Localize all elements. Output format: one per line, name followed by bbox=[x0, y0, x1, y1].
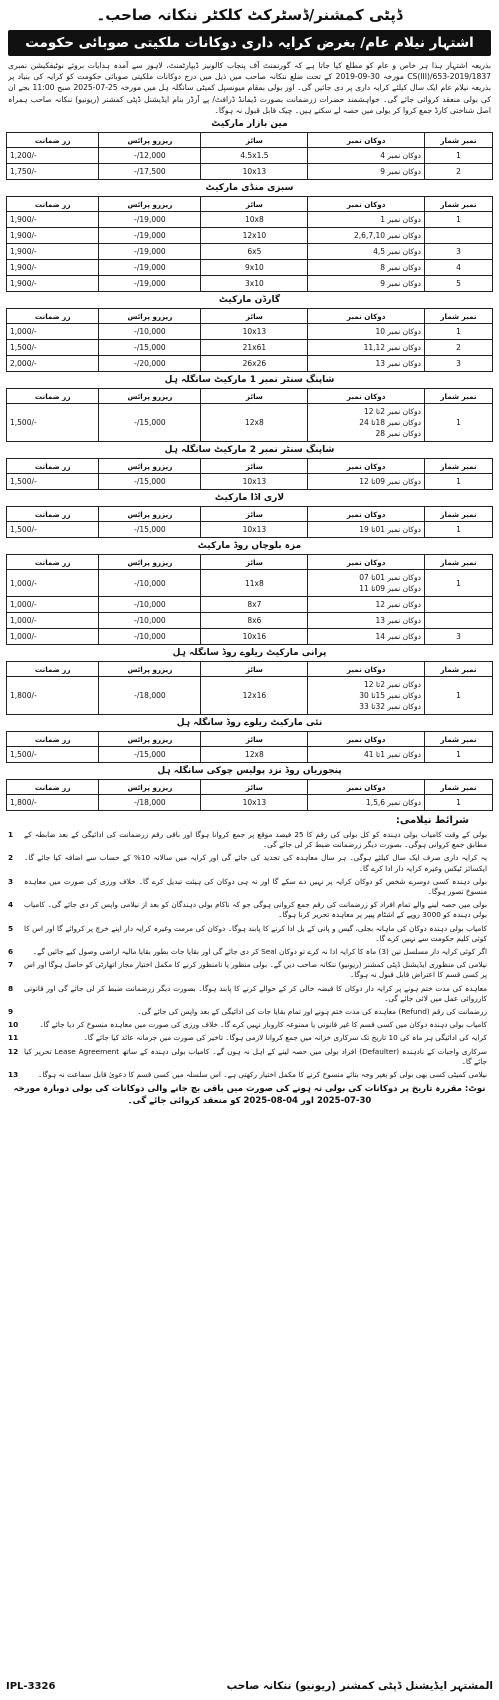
market-table bbox=[6, 388, 493, 442]
cell-shop-no: دوکان نمبر 9 bbox=[308, 164, 425, 180]
header-serial: نمبر شمار bbox=[424, 780, 492, 795]
term-text: نیلامی کمیٹی کسی بھی بولی کو بغیر وجہ بتائے منسوخ کرنے کا مکمل اختیار رکھتی ہے۔ اس سلسلہ میں کسی قسم کا دعویٰ قابل سماعت نہ ہوگا۔ bbox=[38, 1070, 487, 1080]
header-shop-no: دوکان نمبر bbox=[308, 732, 425, 747]
header-reserve-price: ریزرو پرائس bbox=[99, 780, 201, 795]
market-title: سبزی منڈی مارکیٹ bbox=[205, 183, 294, 193]
cell-size: 11x8 bbox=[201, 570, 308, 597]
cell-size: 12x8 bbox=[201, 404, 308, 442]
cell-shop-no: دوکان نمبر 1تا 41 bbox=[308, 747, 425, 763]
header-reserve-price: ریزرو پرائس bbox=[99, 389, 201, 404]
table-row bbox=[7, 677, 493, 715]
cell-shop-no: دوکان نمبر 01تا 19 bbox=[308, 522, 425, 538]
header-reserve-price: ریزرو پرائس bbox=[99, 197, 201, 212]
term-item bbox=[8, 900, 491, 920]
cell-serial: 2 bbox=[424, 340, 492, 356]
cell-security: 1,500/- bbox=[7, 404, 99, 442]
header-reserve-price: ریزرو پرائس bbox=[99, 459, 201, 474]
term-number: 9 bbox=[8, 1007, 14, 1017]
cell-shop-no: دوکان نمبر 14 bbox=[308, 629, 425, 645]
cell-size: 8x7 bbox=[201, 597, 308, 613]
cell-serial: 1 bbox=[424, 795, 492, 811]
market-title: گارڈن مارکیٹ bbox=[218, 295, 281, 305]
table-row bbox=[7, 474, 493, 490]
shop-number-line: دوکان نمبر 32تا 33 bbox=[359, 702, 421, 711]
table-row bbox=[7, 340, 493, 356]
term-number: 5 bbox=[8, 923, 14, 933]
term-number: 4 bbox=[8, 900, 14, 910]
term-number: 3 bbox=[8, 876, 14, 886]
header-serial: نمبر شمار bbox=[424, 662, 492, 677]
cell-security: 1,000/- bbox=[7, 613, 99, 629]
header-security: زر ضمانت bbox=[7, 309, 99, 324]
term-text: زرضمانت کی رقم (Refund) معاہدہ کی مدت ختم ہونے اور تمام بقایا جات کی ادائیگی کے بعد واپس کی جائے گی۔ bbox=[137, 1007, 487, 1017]
cell-security: 1,800/- bbox=[7, 795, 99, 811]
header-size: سائز bbox=[201, 133, 308, 148]
cell-reserve-price: 20,000/- bbox=[99, 356, 201, 372]
cell-security: 1,900/- bbox=[7, 276, 99, 292]
table-row bbox=[7, 276, 493, 292]
cell-reserve-price: 10,000/- bbox=[99, 613, 201, 629]
header-serial: نمبر شمار bbox=[424, 507, 492, 522]
table-row bbox=[7, 260, 493, 276]
header-reserve-price: ریزرو پرائس bbox=[99, 309, 201, 324]
header-security: زر ضمانت bbox=[7, 389, 99, 404]
table-row bbox=[7, 164, 493, 180]
cell-reserve-price: 12,000/- bbox=[99, 148, 201, 164]
market-title: مین بازار مارکیٹ bbox=[211, 119, 288, 129]
cell-shop-no: دوکان نمبر 09تا 12 bbox=[308, 474, 425, 490]
cell-serial bbox=[424, 228, 492, 244]
header-reserve-price: ریزرو پرائس bbox=[99, 662, 201, 677]
shop-number-line: دوکان نمبر 15تا 30 bbox=[359, 691, 421, 700]
term-item bbox=[8, 947, 491, 957]
cell-size: 10x13 bbox=[201, 795, 308, 811]
cell-security: 1,000/- bbox=[7, 629, 99, 645]
header-size: سائز bbox=[201, 389, 308, 404]
shop-number-line: دوکان نمبر 09تا 11 bbox=[359, 584, 421, 593]
cell-reserve-price: 10,000/- bbox=[99, 629, 201, 645]
table-row bbox=[7, 747, 493, 763]
header-serial: نمبر شمار bbox=[424, 309, 492, 324]
cell-security: 1,900/- bbox=[7, 244, 99, 260]
cell-reserve-price: 15,000/- bbox=[99, 340, 201, 356]
cell-security: 1,750/- bbox=[7, 164, 99, 180]
cell-size: 12x10 bbox=[201, 228, 308, 244]
header-shop-no: دوکان نمبر bbox=[308, 133, 425, 148]
market-title: شاپنگ سنٹر نمبر 1 مارکیٹ سانگلہ ہل bbox=[164, 375, 335, 385]
cell-serial: 1 bbox=[424, 522, 492, 538]
term-text: بولی کے وقت کامیاب بولی دہندہ کو کل بولی کی رقم کا 25 فیصد موقع پر جمع کروانا ہوگا اور باقی رقم زرضمانت کی ادائیگی کے بعد ضابطہ کے مطابق جمع کروانی ہوگی۔ بصورت دیگر زرضمانت ضبط کر لی جائے گی۔ bbox=[24, 830, 487, 850]
header-shop-no: دوکان نمبر bbox=[308, 197, 425, 212]
cell-reserve-price: 19,000/- bbox=[99, 244, 201, 260]
cell-security: 1,500/- bbox=[7, 474, 99, 490]
term-item bbox=[8, 1033, 491, 1043]
cell-reserve-price: 19,000/- bbox=[99, 212, 201, 228]
term-item bbox=[8, 1070, 491, 1080]
footer-note: نوٹ: مقررہ تاریخ پر دوکانات کی بولی نہ ہونے کی صورت میں باقی بچ جانے والی دوکانات کی بولی دوبارہ مورخہ 30-07-2025 اور 04-08-2025 کو منعقد کروائی جائے گی۔ bbox=[13, 1084, 486, 1107]
auction-title-banner: اشتہار نیلام عام/ بغرض کرایہ داری دوکانات ملکیتی صوبائی حکومت bbox=[8, 30, 491, 56]
cell-size: 10x13 bbox=[201, 522, 308, 538]
cell-security: 1,000/- bbox=[7, 597, 99, 613]
cell-serial: 1 bbox=[424, 212, 492, 228]
cell-reserve-price: 15,000/- bbox=[99, 522, 201, 538]
cell-size: 3x10 bbox=[201, 276, 308, 292]
cell-shop-no: دوکان نمبر 2,6,7,10 bbox=[308, 228, 425, 244]
table-row bbox=[7, 795, 493, 811]
cell-size: 12x8 bbox=[201, 747, 308, 763]
shop-number-line: دوکان نمبر 2تا 12 bbox=[363, 680, 421, 689]
term-item bbox=[8, 924, 491, 944]
term-text: بولی دہندہ کسی دوسرے شخص کو دوکان کرایہ پر نہیں دے سکے گا اور نہ ہی دوکان کی ہیئت تبدیل کرے گا۔ خلاف ورزی کی صورت میں معاہدہ منسوخ تصور ہوگا۔ bbox=[24, 876, 487, 897]
cell-size: 10x13 bbox=[201, 474, 308, 490]
market-title: لاری اڈا مارکیٹ bbox=[214, 493, 285, 503]
term-text: کرایہ کی ادائیگی ہر ماہ کی 10 تاریخ تک سرکاری خزانہ میں جمع کروانا لازمی ہوگا۔ تاخیر کی صورت میں جرمانہ عائد کیا جائے گا۔ bbox=[83, 1033, 487, 1043]
market-title: پنجوریاں روڈ نزد پولیس چوکی سانگلہ ہل bbox=[157, 766, 342, 776]
cell-shop-no: دوکان نمبر 9 bbox=[308, 276, 425, 292]
cell-reserve-price: 10,000/- bbox=[99, 324, 201, 340]
cell-security: 1,000/- bbox=[7, 324, 99, 340]
cell-security: 1,900/- bbox=[7, 212, 99, 228]
term-number: 2 bbox=[8, 853, 14, 863]
term-item bbox=[8, 830, 491, 850]
header-security: زر ضمانت bbox=[7, 555, 99, 570]
cell-security: 1,200/- bbox=[7, 148, 99, 164]
term-number: 6 bbox=[8, 947, 14, 957]
market-title: مزہ بلوچاں روڈ مارکیٹ bbox=[197, 541, 302, 551]
cell-shop-no: دوکان نمبر 4,5 bbox=[308, 244, 425, 260]
cell-size: 21x61 bbox=[201, 340, 308, 356]
term-item bbox=[8, 1047, 491, 1067]
cell-security: 2,000/- bbox=[7, 356, 99, 372]
term-text: کامیاب بولی دہندہ دوکان کی ماہانہ بجلی، گیس و پانی کے بل ادا کرنے کا پابند ہوگا۔ دوکان کی مرمت وغیرہ کرایہ دار اپنے خرچ پر کروائے گا اور اس کا کوئی کلیم حکومت سے نہیں کرے گا۔ bbox=[24, 923, 487, 943]
term-item bbox=[8, 853, 491, 873]
term-text: معاہدہ کی مدت ختم ہونے پر کرایہ دار دوکان کا قبضہ خالی کر کے حوالے کرنے کا پابند ہوگا۔ بصورت دیگر زرضمانت ضبط کر لی جائے گی اور قانونی کارروائی عمل میں لائی جائے گی۔ bbox=[24, 983, 487, 1003]
term-number: 13 bbox=[8, 1070, 19, 1080]
signer: المشتہر ایڈیشنل ڈپٹی کمشنر (ریونیو) ننکانہ صاحب bbox=[226, 1680, 493, 1692]
cell-serial: 3 bbox=[424, 629, 492, 645]
cell-size: 26x26 bbox=[201, 356, 308, 372]
market-table bbox=[6, 132, 493, 180]
shop-number-line: دوکان نمبر 18تا 24 bbox=[359, 418, 421, 427]
market-table bbox=[6, 554, 493, 645]
term-number: 8 bbox=[8, 983, 14, 993]
cell-reserve-price: 19,000/- bbox=[99, 260, 201, 276]
market-title: شاپنگ سنٹر نمبر 2 مارکیٹ سانگلہ ہل bbox=[164, 445, 335, 455]
cell-serial: 1 bbox=[424, 747, 492, 763]
cell-serial: 1 bbox=[424, 570, 492, 597]
cell-shop-no bbox=[308, 570, 425, 597]
cell-serial: 1 bbox=[424, 404, 492, 442]
header-security: زر ضمانت bbox=[7, 197, 99, 212]
table-row bbox=[7, 629, 493, 645]
cell-shop-no: دوکان نمبر 11,12 bbox=[308, 340, 425, 356]
cell-serial bbox=[424, 613, 492, 629]
header-size: سائز bbox=[201, 197, 308, 212]
cell-serial: 5 bbox=[424, 276, 492, 292]
header-serial: نمبر شمار bbox=[424, 459, 492, 474]
market-table bbox=[6, 661, 493, 715]
cell-shop-no: دوکان نمبر 1 bbox=[308, 212, 425, 228]
cell-reserve-price: 15,000/- bbox=[99, 404, 201, 442]
header-shop-no: دوکان نمبر bbox=[308, 555, 425, 570]
header-serial: نمبر شمار bbox=[424, 732, 492, 747]
cell-shop-no: دوکان نمبر 12 bbox=[308, 597, 425, 613]
table-row bbox=[7, 228, 493, 244]
header-size: سائز bbox=[201, 780, 308, 795]
term-text: اگر کوئی کرایہ دار مسلسل تین (3) ماہ کا کرایہ ادا نہ کرے تو دوکان Seal کر دی جائے گی اور بقایا جات بطور بقایا مالیہ اراضی وصول کیے جائیں گے۔ bbox=[32, 947, 487, 957]
term-number: 7 bbox=[8, 960, 14, 970]
cell-shop-no bbox=[308, 677, 425, 715]
market-table bbox=[6, 779, 493, 811]
header-serial: نمبر شمار bbox=[424, 197, 492, 212]
markets-section bbox=[6, 118, 493, 811]
cell-reserve-price: 19,000/- bbox=[99, 276, 201, 292]
table-row bbox=[7, 244, 493, 260]
term-item bbox=[8, 1020, 491, 1030]
header-security: زر ضمانت bbox=[7, 732, 99, 747]
cell-size: 10x13 bbox=[201, 164, 308, 180]
header-shop-no: دوکان نمبر bbox=[308, 309, 425, 324]
header-shop-no: دوکان نمبر bbox=[308, 459, 425, 474]
header-security: زر ضمانت bbox=[7, 780, 99, 795]
term-text: نیلامی کی منظوری ایڈیشنل ڈپٹی کمشنر (ریونیو) ننکانہ صاحب دیں گے۔ بولی منظور یا نامنظور کرنے کا مکمل اختیار مجاز اتھارٹی کو حاصل ہوگا اور اس پر کسی قسم کا اعتراض قابل قبول نہ ہوگا۔ bbox=[24, 960, 487, 980]
cell-shop-no: دوکان نمبر 1,5,6 bbox=[308, 795, 425, 811]
cell-shop-no: دوکان نمبر 10 bbox=[308, 324, 425, 340]
term-item bbox=[8, 1007, 491, 1017]
header-serial: نمبر شمار bbox=[424, 389, 492, 404]
market-table bbox=[6, 506, 493, 538]
market-table bbox=[6, 308, 493, 372]
header-security: زر ضمانت bbox=[7, 133, 99, 148]
cell-security: 1,500/- bbox=[7, 522, 99, 538]
shop-number-line: دوکان نمبر 28 bbox=[375, 429, 421, 438]
market-title: پرانی مارکیٹ ریلوے روڈ سانگلہ ہل bbox=[172, 648, 327, 658]
cell-serial: 1 bbox=[424, 474, 492, 490]
header-reserve-price: ریزرو پرائس bbox=[99, 133, 201, 148]
cell-shop-no: دوکان نمبر 4 bbox=[308, 148, 425, 164]
cell-serial: 2 bbox=[424, 164, 492, 180]
cell-reserve-price: 15,000/- bbox=[99, 747, 201, 763]
term-item bbox=[8, 877, 491, 897]
cell-serial: 1 bbox=[424, 148, 492, 164]
table-row bbox=[7, 324, 493, 340]
term-text: یہ کرایہ داری صرف ایک سال کیلئے ہوگی۔ ہر سال معاہدہ کی تجدید کی جائے گی اور کرایہ میں سالانہ 10% کے حساب سے اضافہ کیا جائے گا۔ ایکسائز ٹیکس وغیرہ کرایہ دار ادا کرے گا۔ bbox=[24, 853, 487, 873]
term-text: بولی میں حصہ لینے والے تمام افراد کو زرضمانت کی رقم جمع کروانی ہوگی جو کہ ناکام بولی دہندگان کو بعد از نیلامی واپس کر دی جائے گی۔ کامیاب بولی دہندہ کو 3000 روپے کے اشٹام پیپر پر معاہدہ تحریر کرنا ہوگا۔ bbox=[24, 900, 487, 920]
cell-security: 1,000/- bbox=[7, 570, 99, 597]
cell-shop-no: دوکان نمبر 13 bbox=[308, 356, 425, 372]
term-item bbox=[8, 960, 491, 980]
cell-size: 9x10 bbox=[201, 260, 308, 276]
cell-serial: 3 bbox=[424, 244, 492, 260]
header-security: زر ضمانت bbox=[7, 662, 99, 677]
header-shop-no: دوکان نمبر bbox=[308, 389, 425, 404]
cell-reserve-price: 18,000/- bbox=[99, 795, 201, 811]
header-serial: نمبر شمار bbox=[424, 133, 492, 148]
cell-shop-no: دوکان نمبر 13 bbox=[308, 613, 425, 629]
table-row bbox=[7, 404, 493, 442]
header-reserve-price: ریزرو پرائس bbox=[99, 555, 201, 570]
shop-number-line: دوکان نمبر 2تا 12 bbox=[363, 407, 421, 416]
table-row bbox=[7, 613, 493, 629]
cell-security: 1,500/- bbox=[7, 340, 99, 356]
table-row bbox=[7, 522, 493, 538]
market-table bbox=[6, 458, 493, 490]
cell-security: 1,500/- bbox=[7, 747, 99, 763]
terms-list bbox=[6, 830, 493, 1080]
table-row bbox=[7, 597, 493, 613]
header-size: سائز bbox=[201, 507, 308, 522]
header-security: زر ضمانت bbox=[7, 507, 99, 522]
header-size: سائز bbox=[201, 732, 308, 747]
header-security: زر ضمانت bbox=[7, 459, 99, 474]
cell-serial: 1 bbox=[424, 677, 492, 715]
cell-size: 12x16 bbox=[201, 677, 308, 715]
cell-serial: 3 bbox=[424, 356, 492, 372]
header-serial: نمبر شمار bbox=[424, 555, 492, 570]
ipl-code: IPL-3326 bbox=[6, 1680, 56, 1692]
header-shop-no: دوکان نمبر bbox=[308, 780, 425, 795]
cell-reserve-price: 17,500/- bbox=[99, 164, 201, 180]
terms-title: شرائط نیلامی: bbox=[395, 815, 469, 826]
header-size: سائز bbox=[201, 555, 308, 570]
market-title: نئی مارکیٹ ریلوے روڈ سانگلہ ہل bbox=[176, 718, 323, 728]
cell-reserve-price: 19,000/- bbox=[99, 228, 201, 244]
term-number: 12 bbox=[8, 1046, 19, 1056]
table-row bbox=[7, 148, 493, 164]
market-table bbox=[6, 196, 493, 292]
cell-size: 10x13 bbox=[201, 324, 308, 340]
cell-reserve-price: 18,000/- bbox=[99, 677, 201, 715]
header-reserve-price: ریزرو پرائس bbox=[99, 732, 201, 747]
cell-security: 1,900/- bbox=[7, 260, 99, 276]
term-number: 10 bbox=[8, 1020, 19, 1030]
cell-security: 1,800/- bbox=[7, 677, 99, 715]
intro-paragraph: بذریعہ اشتہار ہذا ہر خاص و عام کو مطلع کیا جاتا ہے کہ گورنمنٹ آف پنجاب کالونیز ڈیپارٹمنٹ، لاہور سے آمدہ ہدایات بروئے نوٹیفکیشن نمبری CS(III)/653-2019/1837 مورخہ 30-09-2019 کے تحت ضلع ننکانہ صاحب میں ذیل میں درج دوکانات ملکیتی صوبائی حکومت کو کرایہ کی بنیاد پر بذریعہ نیلام عام ایک سال کیلئے کرایہ داری پر دی جائیں گی۔ اور بولی بمقام میونسپل کمیٹی سانگلہ ہل میں مورخہ 25-07-2025 صبح 11:00 بجے ان کی بولی منعقد کروائی جائے گی۔ خواہشمند حضرات زرضمانت بصورت ڈیمانڈ ڈرافٹ/ پے آرڈر بنام ایڈیشنل ڈپٹی کمشنر (ریونیو) ننکانہ صاحب ہمراہ اصل شناختی کارڈ جمع کروا کر بولی میں حصہ لے سکتے ہیں۔ چیک قابل قبول نہ ہوگا۔ bbox=[8, 61, 491, 115]
market-table bbox=[6, 731, 493, 763]
header-size: سائز bbox=[201, 662, 308, 677]
shop-number-line: دوکان نمبر 01تا 07 bbox=[359, 573, 421, 582]
cell-reserve-price: 10,000/- bbox=[99, 570, 201, 597]
header-shop-no: دوکان نمبر bbox=[308, 662, 425, 677]
cell-reserve-price: 10,000/- bbox=[99, 597, 201, 613]
cell-shop-no bbox=[308, 404, 425, 442]
term-text: سرکاری واجبات کے نادہندہ (Defaulter) افراد بولی میں حصہ لینے کے اہل نہ ہوں گے۔ کامیاب بولی دہندہ کے ساتھ Lease Agreement تحریر کیا جائے گا۔ bbox=[24, 1046, 487, 1066]
cell-security: 1,900/- bbox=[7, 228, 99, 244]
header-size: سائز bbox=[201, 459, 308, 474]
term-number: 11 bbox=[8, 1033, 19, 1043]
cell-serial: 4 bbox=[424, 260, 492, 276]
table-row bbox=[7, 570, 493, 597]
term-text: کامیاب بولی دہندہ دوکان میں کسی قسم کا غیر قانونی یا ممنوعہ کاروبار نہیں کرے گا۔ خلاف ورزی کی صورت میں معاہدہ منسوخ کر دیا جائے گا۔ bbox=[39, 1020, 487, 1030]
cell-size: 4.5x1.5 bbox=[201, 148, 308, 164]
cell-size: 8x6 bbox=[201, 613, 308, 629]
header-shop-no: دوکان نمبر bbox=[308, 507, 425, 522]
header-reserve-price: ریزرو پرائس bbox=[99, 507, 201, 522]
header-size: سائز bbox=[201, 309, 308, 324]
cell-reserve-price: 15,000/- bbox=[99, 474, 201, 490]
table-row bbox=[7, 212, 493, 228]
cell-serial bbox=[424, 597, 492, 613]
cell-shop-no: دوکان نمبر 8 bbox=[308, 260, 425, 276]
cell-size: 10x16 bbox=[201, 629, 308, 645]
office-header: ڈپٹی کمشنر/ڈسٹرکٹ کلکٹر ننکانہ صاحب۔ bbox=[96, 6, 403, 24]
footer-bar bbox=[6, 1676, 493, 1696]
term-item bbox=[8, 984, 491, 1004]
table-row bbox=[7, 356, 493, 372]
cell-size: 6x5 bbox=[201, 244, 308, 260]
term-number: 1 bbox=[8, 830, 14, 839]
cell-serial: 1 bbox=[424, 324, 492, 340]
cell-size: 10x8 bbox=[201, 212, 308, 228]
